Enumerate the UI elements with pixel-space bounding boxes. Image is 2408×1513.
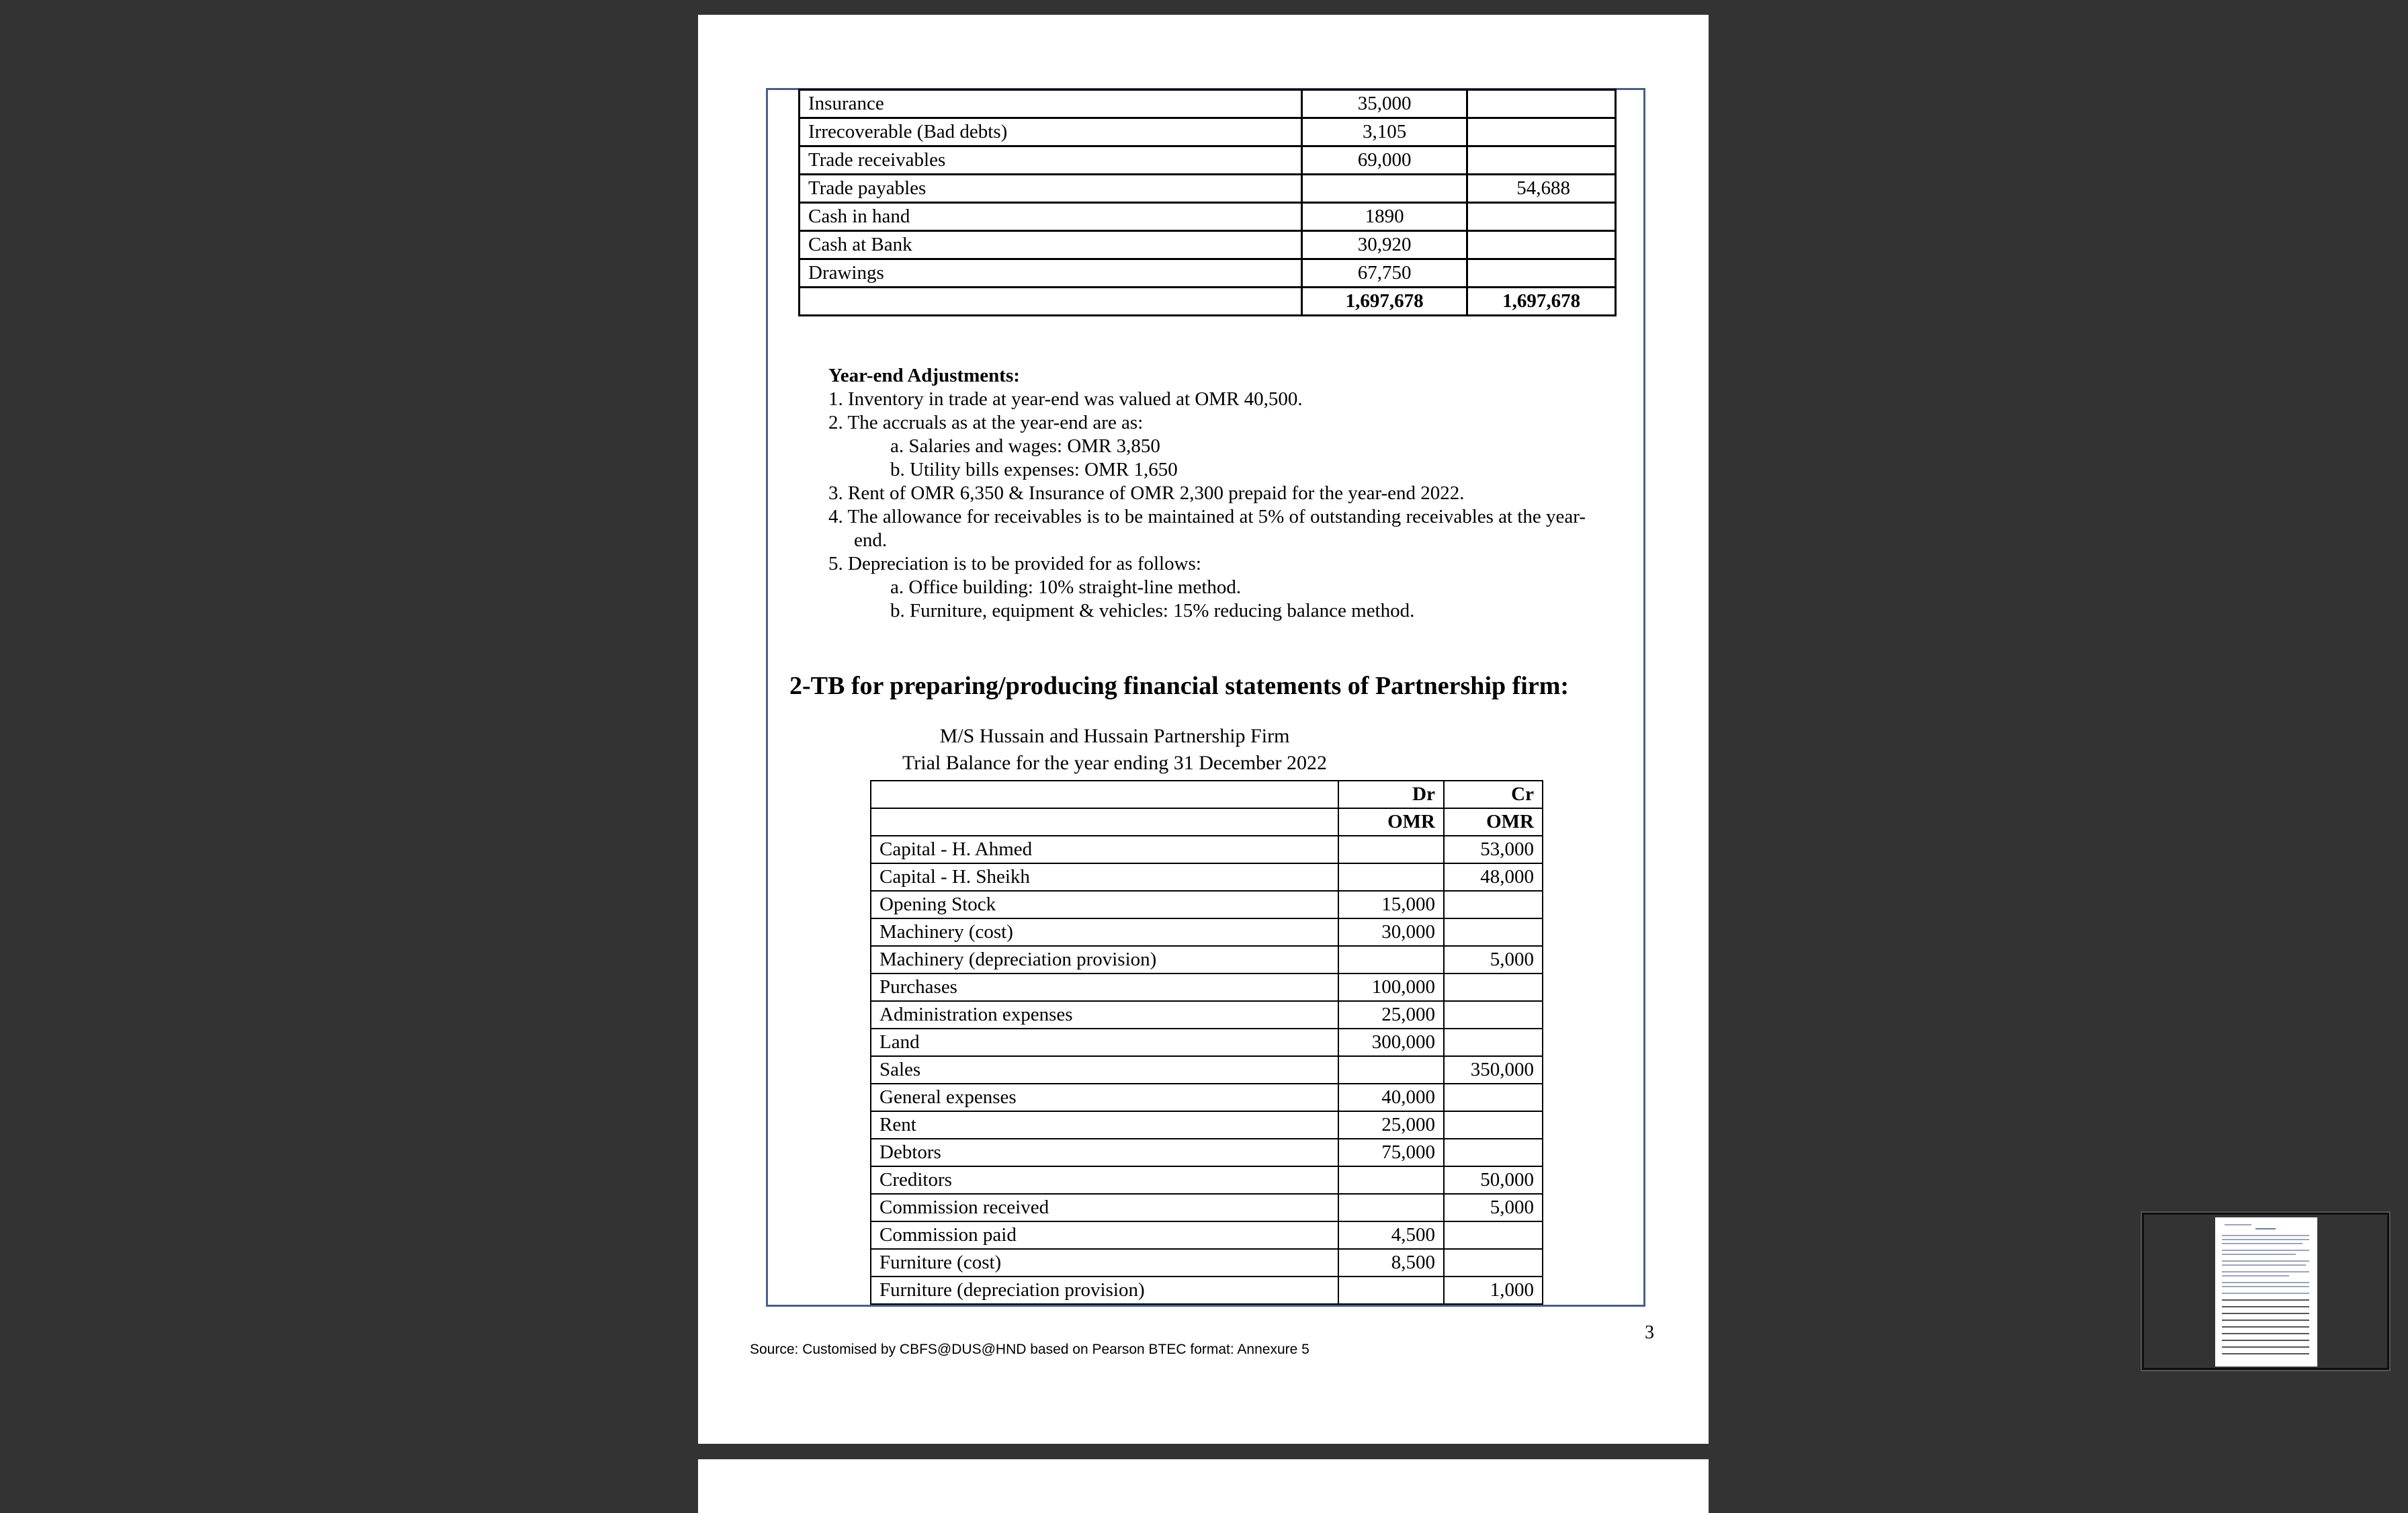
table-cell-cr	[1444, 1249, 1543, 1277]
table-row	[800, 146, 1616, 175]
table-cell-cr	[1467, 231, 1616, 259]
table-cell-dr	[1338, 946, 1444, 974]
adjustment-item: 1. Inventory in trade at year-end was valued at OMR 40,500.	[828, 388, 1303, 410]
table-header-row	[871, 781, 1543, 808]
table-cell-name	[800, 288, 1302, 316]
table-cell-cr	[1444, 1029, 1543, 1056]
table-row	[871, 1029, 1543, 1056]
trial-balance-title: Trial Balance for the year ending 31 December 2022	[902, 752, 1327, 774]
thumbnail-line	[2222, 1235, 2309, 1236]
table-cell-cr: 5,000	[1444, 946, 1543, 974]
adjustments-heading: Year-end Adjustments:	[828, 365, 1020, 386]
next-page-preview	[698, 1459, 1709, 1513]
table-cell-account: Opening Stock	[871, 891, 1338, 918]
table-cell-dr: 100,000	[1338, 974, 1444, 1001]
table-cell-dr: 75,000	[1338, 1139, 1444, 1166]
table-cell-cr	[1444, 1139, 1543, 1166]
table-cell-account: Creditors	[871, 1166, 1338, 1194]
partnership-trial-balance-table	[870, 780, 1543, 1305]
table-cell-cr	[1444, 891, 1543, 918]
page-number: 3	[1645, 1322, 1654, 1343]
table-cell-account: Commission received	[871, 1194, 1338, 1221]
table-cell-account: Cash at Bank	[800, 231, 1302, 259]
table-row	[871, 863, 1543, 891]
table-cell-account: Irrecoverable (Bad debts)	[800, 118, 1302, 146]
table-cell-cr	[1444, 1084, 1543, 1111]
table-row	[800, 203, 1616, 231]
table-cell-account: Rent	[871, 1111, 1338, 1139]
table-cell-account: Machinery (cost)	[871, 918, 1338, 946]
table-cell-account: Capital - H. Sheikh	[871, 863, 1338, 891]
table-cell-cr	[1467, 203, 1616, 231]
thumbnail-line	[2222, 1306, 2309, 1307]
header-dr: Dr	[1338, 781, 1444, 808]
table-row	[871, 918, 1543, 946]
thumbnail-line	[2222, 1254, 2296, 1255]
table-cell-account: Cash in hand	[800, 203, 1302, 231]
table-cell-dr	[1338, 1166, 1444, 1194]
table-row	[871, 1139, 1543, 1166]
adjustment-item: 5. Depreciation is to be provided for as follows:	[828, 553, 1201, 574]
table-row	[871, 1001, 1543, 1029]
table-row	[800, 231, 1616, 259]
table-row	[800, 175, 1616, 203]
table-cell-cr: 50,000	[1444, 1166, 1543, 1194]
table-row-total	[800, 288, 1616, 316]
table-cell-dr: 30,920	[1301, 231, 1467, 259]
table-cell-account: Furniture (depreciation provision)	[871, 1277, 1338, 1304]
table-cell-cr	[1444, 918, 1543, 946]
thumbnail-line	[2222, 1326, 2309, 1328]
table-cell-cr: 350,000	[1444, 1056, 1543, 1084]
document-page	[698, 15, 1709, 1444]
table-row	[871, 1084, 1543, 1111]
table-cell-dr: 40,000	[1338, 1084, 1444, 1111]
adjustment-item: 3. Rent of OMR 6,350 & Insurance of OMR 2,300 prepaid for the year-end 2022.	[828, 482, 1465, 504]
source-note: Source: Customised by CBFS@DUS@HND based on Pearson BTEC format: Annexure 5	[750, 1342, 1309, 1357]
firm-name: M/S Hussain and Hussain Partnership Firm	[939, 725, 1290, 747]
table-cell-dr: 15,000	[1338, 891, 1444, 918]
thumbnail-line	[2222, 1271, 2309, 1272]
table-cell-dr: 3,105	[1301, 118, 1467, 146]
thumbnail-line	[2222, 1340, 2309, 1341]
adjustment-subitem: b. Utility bills expenses: OMR 1,650	[890, 459, 1178, 480]
table-cell-account: Sales	[871, 1056, 1338, 1084]
adjustment-item: 2. The accruals as at the year-end are as:	[828, 412, 1144, 433]
table-cell-cr	[1444, 1001, 1543, 1029]
table-cell-dr: 1890	[1301, 203, 1467, 231]
table-cell-account: Machinery (depreciation provision)	[871, 946, 1338, 974]
table-cell-cr	[1444, 1221, 1543, 1249]
table-cell-account: Trade payables	[800, 175, 1302, 203]
table-cell-dr: 8,500	[1338, 1249, 1444, 1277]
table-unit-row	[871, 808, 1543, 836]
table-cell-dr: 300,000	[1338, 1029, 1444, 1056]
table-cell-dr	[1301, 175, 1467, 203]
adjustment-subitem: a. Office building: 10% straight-line method.	[890, 576, 1242, 598]
table-cell-account: Drawings	[800, 259, 1302, 288]
table-cell-dr	[1338, 863, 1444, 891]
header-cr: Cr	[1444, 781, 1543, 808]
thumbnail-line	[2222, 1346, 2309, 1348]
thumbnail-line	[2222, 1239, 2309, 1240]
table-cell-cr: 54,688	[1467, 175, 1616, 203]
table-row	[871, 1221, 1543, 1249]
table-cell-cr: 48,000	[1444, 863, 1543, 891]
table-cell-cr	[1467, 90, 1616, 118]
table-cell-cr	[1444, 1111, 1543, 1139]
table-cell-account: Land	[871, 1029, 1338, 1056]
table-cell-account: Commission paid	[871, 1221, 1338, 1249]
thumbnail-line	[2222, 1313, 2309, 1314]
trial-balance-table-continued	[798, 89, 1617, 316]
table-cell-dr: 69,000	[1301, 146, 1467, 175]
table-row	[871, 1194, 1543, 1221]
table-cell-dr: 25,000	[1338, 1111, 1444, 1139]
thumbnail-line	[2222, 1243, 2303, 1244]
table-row	[800, 259, 1616, 288]
table-cell-account: Debtors	[871, 1139, 1338, 1166]
table-cell-cr	[1467, 146, 1616, 175]
page-thumbnail-navigator[interactable]	[2142, 1213, 2389, 1370]
table-row	[871, 1249, 1543, 1277]
table-cell-dr	[1338, 1277, 1444, 1304]
table-cell-dr	[1338, 1194, 1444, 1221]
table-cell-dr: 67,750	[1301, 259, 1467, 288]
adjustment-item: 4. The allowance for receivables is to be maintained at 5% of outstanding receivables at the year-	[828, 506, 1586, 527]
thumbnail-page[interactable]	[2215, 1217, 2317, 1367]
table-row	[871, 1166, 1543, 1194]
thumbnail-line	[2225, 1224, 2251, 1225]
thumbnail-line	[2222, 1353, 2309, 1354]
table-cell-account: Furniture (cost)	[871, 1249, 1338, 1277]
thumbnail-line	[2222, 1333, 2309, 1334]
table-header-blank	[871, 781, 1338, 808]
thumbnail-line	[2222, 1299, 2309, 1301]
table-row	[871, 1277, 1543, 1304]
total-dr: 1,697,678	[1301, 288, 1467, 316]
table-cell-dr: 25,000	[1338, 1001, 1444, 1029]
thumbnail-line	[2222, 1293, 2309, 1294]
table-row	[871, 1111, 1543, 1139]
table-cell-cr: 1,000	[1444, 1277, 1543, 1304]
table-row	[871, 946, 1543, 974]
thumbnail-line	[2222, 1260, 2309, 1262]
table-cell-dr	[1338, 836, 1444, 863]
table-cell-account: Trade receivables	[800, 146, 1302, 175]
table-header-blank	[871, 808, 1338, 836]
table-cell-cr	[1467, 259, 1616, 288]
adjustment-item-continued: end.	[854, 529, 888, 551]
thumbnail-line	[2222, 1264, 2306, 1266]
thumbnail-line	[2222, 1250, 2309, 1251]
thumbnail-line	[2222, 1286, 2309, 1287]
thumbnail-line	[2222, 1282, 2309, 1283]
table-row	[871, 974, 1543, 1001]
table-cell-account: Administration expenses	[871, 1001, 1338, 1029]
table-cell-dr	[1338, 1056, 1444, 1084]
adjustment-subitem: b. Furniture, equipment & vehicles: 15% reducing balance method.	[890, 600, 1415, 621]
table-cell-cr	[1467, 118, 1616, 146]
table-row	[800, 90, 1616, 118]
table-cell-account: Purchases	[871, 974, 1338, 1001]
table-cell-account: Insurance	[800, 90, 1302, 118]
table-cell-cr: 53,000	[1444, 836, 1543, 863]
table-row	[871, 836, 1543, 863]
thumbnail-line	[2222, 1275, 2289, 1277]
year-end-adjustments	[828, 364, 1586, 623]
table-row	[871, 1056, 1543, 1084]
table-cell-dr: 30,000	[1338, 918, 1444, 946]
unit-dr: OMR	[1338, 808, 1444, 836]
table-cell-account: Capital - H. Ahmed	[871, 836, 1338, 863]
unit-cr: OMR	[1444, 808, 1543, 836]
table-row	[871, 891, 1543, 918]
table-cell-account: General expenses	[871, 1084, 1338, 1111]
table-cell-dr: 4,500	[1338, 1221, 1444, 1249]
total-cr: 1,697,678	[1467, 288, 1616, 316]
section-title: 2-TB for preparing/producing financial statements of Partnership firm:	[789, 672, 1570, 700]
table-cell-dr: 35,000	[1301, 90, 1467, 118]
thumbnail-line	[2255, 1228, 2276, 1229]
adjustment-subitem: a. Salaries and wages: OMR 3,850	[890, 435, 1160, 457]
thumbnail-line	[2222, 1320, 2309, 1321]
table-cell-cr	[1444, 974, 1543, 1001]
table-row	[800, 118, 1616, 146]
table-cell-cr: 5,000	[1444, 1194, 1543, 1221]
